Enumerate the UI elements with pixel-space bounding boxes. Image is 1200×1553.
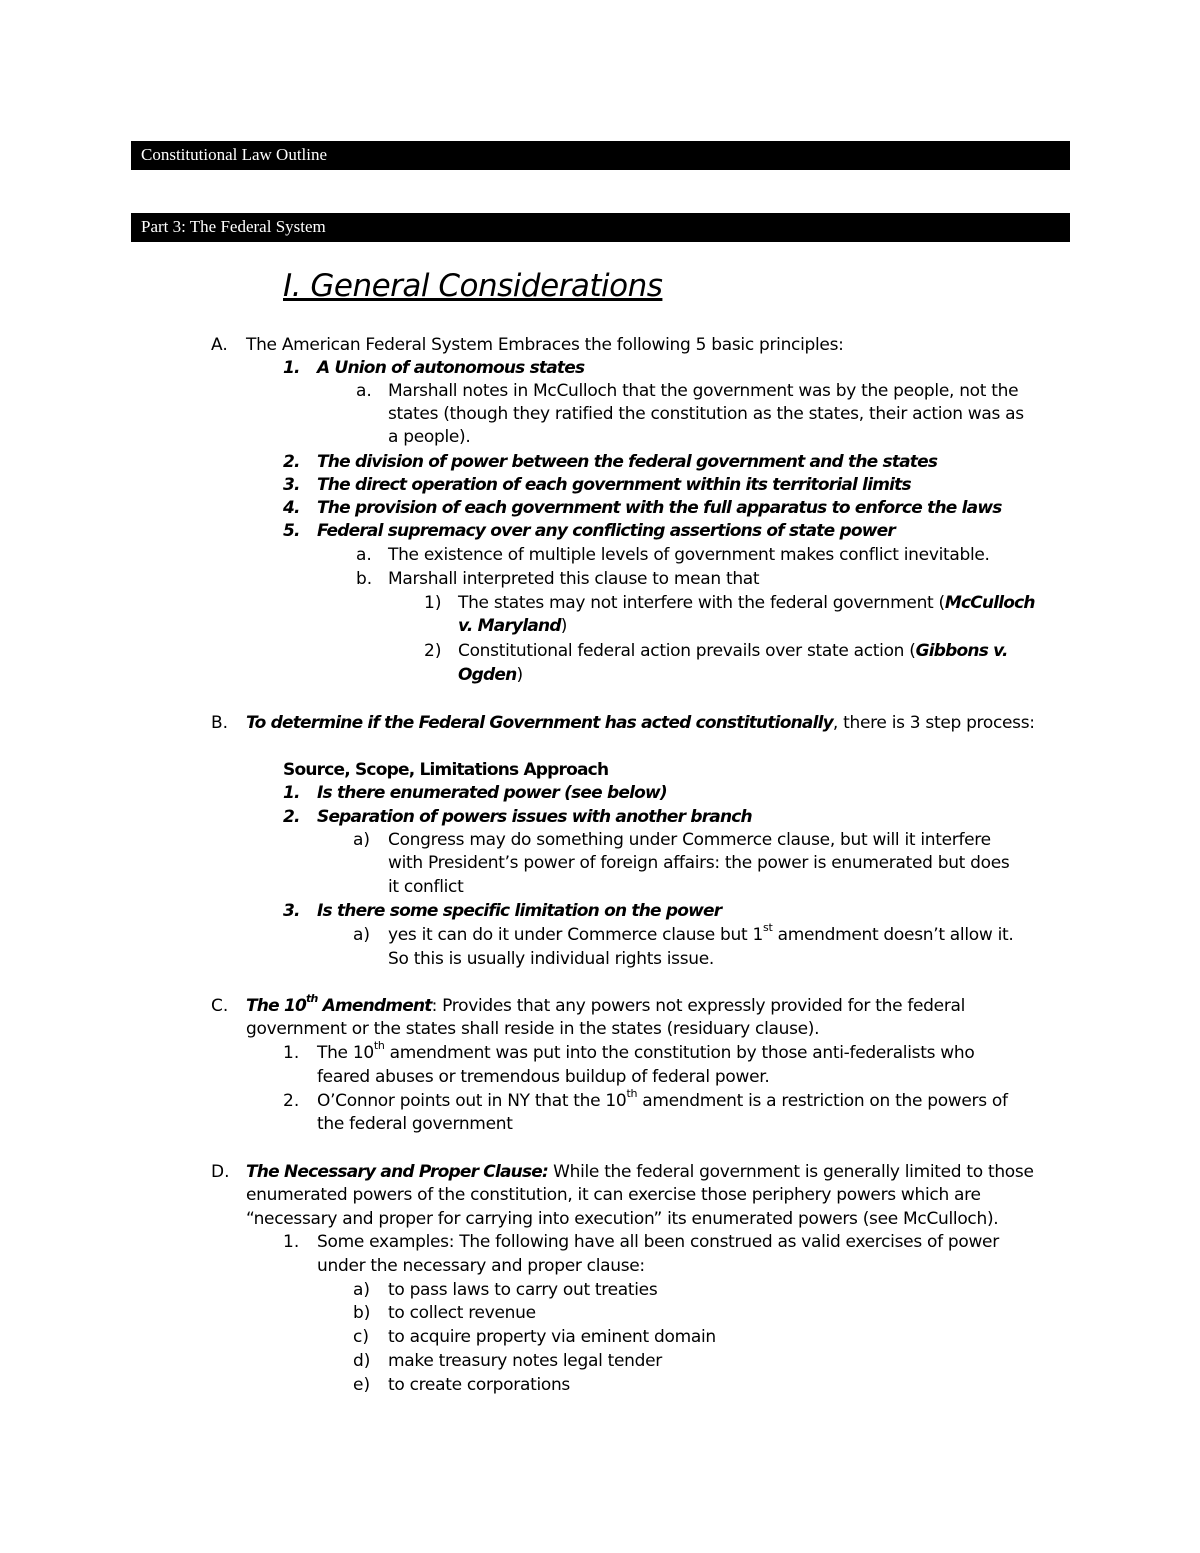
step-2a-line1: Congress may do something under Commerce clause, but will it interfere [388,830,991,850]
marker-b2a: a) [353,830,371,850]
principle-5b1-text: The states may not interfere with the federal government ( [458,593,945,613]
section-c-lead-post: Amendment [317,996,432,1016]
principle-1a-line3: a people). [388,427,471,447]
marker-b2: 2. [283,807,300,827]
c1-line1 [317,1039,975,1065]
marker-a: A. [211,335,228,355]
c1-post: amendment was put into the constitution by those anti-federalists who [384,1043,975,1063]
c2-post: amendment is a restriction on the powers of [637,1091,1008,1111]
step-1: Is there enumerated power (see below) [317,783,667,803]
principle-5b2-line1 [458,640,1008,663]
doc-title-bar [131,141,1070,170]
marker-d1d: d) [353,1351,371,1371]
marker-d1c: c) [353,1327,369,1347]
part-title-bar [131,213,1070,242]
section-b-text [246,712,1035,735]
case-maryland: v. Maryland [458,616,561,636]
step-3a-pre: yes it can do it under Commerce clause but 1 [388,925,764,945]
paren-close-2: ) [516,665,523,685]
marker-a5a: a. [356,545,372,565]
principle-1a-line2: states (though they ratified the constitution as the states, their action was as [388,404,1024,424]
case-gibbons: Gibbons v. [915,641,1008,661]
marker-d: D. [211,1162,230,1182]
principle-1a-line1: Marshall notes in McCulloch that the government was by the people, not the [388,381,1019,401]
marker-a1: 1. [283,358,300,378]
section-c-rest: : Provides that any powers not expressly provided for the federal [431,996,966,1016]
section-b-rest: , there is 3 step process: [832,713,1035,733]
principle-5b1-line2 [458,615,567,638]
section-c-line2: government or the states shall reside in the states (residuary clause). [246,1019,820,1039]
marker-d1b: b) [353,1303,371,1323]
step-2: Separation of powers issues with another branch [317,807,752,827]
section-c-lead [246,992,432,1016]
marker-b: B. [211,713,229,733]
c2-sup: th [626,1087,638,1101]
principle-5a: The existence of multiple levels of government makes conflict inevitable. [388,545,990,565]
marker-a5b1: 1) [424,593,442,613]
step-3a-sup: st [763,921,773,935]
marker-d1a: a) [353,1280,371,1300]
c1-line2: feared abuses or tremendous buildup of federal power. [317,1067,770,1087]
c1-sup: th [373,1039,385,1053]
section-d-line1 [246,1161,1034,1184]
step-2a-line3: it conflict [388,877,464,897]
list-item: make treasury notes legal tender [388,1351,662,1371]
step-3: Is there some specific limitation on the power [317,901,722,921]
marker-a5b2: 2) [424,641,442,661]
c2-pre: O’Connor points out in NY that the 10 [317,1091,627,1111]
marker-b1: 1. [283,783,300,803]
principle-5b: Marshall interpreted this clause to mean that [388,569,760,589]
d1-line1: Some examples: The following have all been construed as valid exercises of power [317,1232,999,1252]
section-d-lead: The Necessary and Proper Clause: [246,1162,548,1182]
marker-b3: 3. [283,901,300,921]
case-mcculloch: McCulloch [944,593,1035,613]
doc-title: Constitutional Law Outline [141,145,328,164]
principle-5: Federal supremacy over any conflicting assertions of state power [317,521,895,541]
marker-c1: 1. [283,1043,300,1063]
c2-line1 [317,1087,1008,1113]
marker-c: C. [211,996,229,1016]
section-c-line1 [246,992,966,1018]
approach-title: Source, Scope, Limitations Approach [283,760,609,780]
marker-a4: 4. [283,498,300,518]
section-d-line3: “necessary and proper for carrying into execution” its enumerated powers (see McCulloch). [246,1209,999,1229]
marker-d1: 1. [283,1232,300,1252]
section-b-lead: To determine if the Federal Government has acted constitutionally [246,713,833,733]
marker-a1a: a. [356,381,372,401]
d1-line2: under the necessary and proper clause: [317,1256,645,1276]
c2-line2: the federal government [317,1114,513,1134]
principle-5b1-line1 [458,592,1035,615]
step-3a-post: amendment doesn’t allow it. [772,925,1014,945]
principle-2: The division of power between the federal government and the states [317,452,938,472]
marker-a5: 5. [283,521,300,541]
marker-b3a: a) [353,925,371,945]
principle-1: A Union of autonomous states [317,358,585,378]
section-heading: I. General Considerations [283,268,663,304]
step-3a-line1 [388,921,1014,947]
step-3a-line2: So this is usually individual rights issue. [388,949,715,969]
list-item: to collect revenue [388,1303,536,1323]
principle-4: The provision of each government with the full apparatus to enforce the laws [317,498,1002,518]
section-c-lead-pre: The 10 [246,996,307,1016]
section-d-rest: While the federal government is generally limited to those [548,1162,1034,1182]
marker-a2: 2. [283,452,300,472]
principle-3: The direct operation of each government within its territorial limits [317,475,911,495]
section-c-lead-sup: th [306,992,318,1006]
marker-a5b: b. [356,569,373,589]
part-title: Part 3: The Federal System [141,217,326,236]
list-item: to pass laws to carry out treaties [388,1280,658,1300]
marker-c2: 2. [283,1091,300,1111]
marker-d1e: e) [353,1375,371,1395]
list-item: to acquire property via eminent domain [388,1327,716,1347]
section-a-text: The American Federal System Embraces the following 5 basic principles: [246,335,844,355]
principle-5b2-line2 [458,664,523,687]
case-ogden: Ogden [458,665,517,685]
marker-a3: 3. [283,475,300,495]
list-item: to create corporations [388,1375,570,1395]
c1-pre: The 10 [317,1043,374,1063]
section-d-line2: enumerated powers of the constitution, it can exercise those periphery powers which are [246,1185,981,1205]
paren-close-1: ) [560,616,568,636]
principle-5b2-text: Constitutional federal action prevails over state action ( [458,641,916,661]
step-2a-line2: with President’s power of foreign affairs: the power is enumerated but does [388,853,1010,873]
